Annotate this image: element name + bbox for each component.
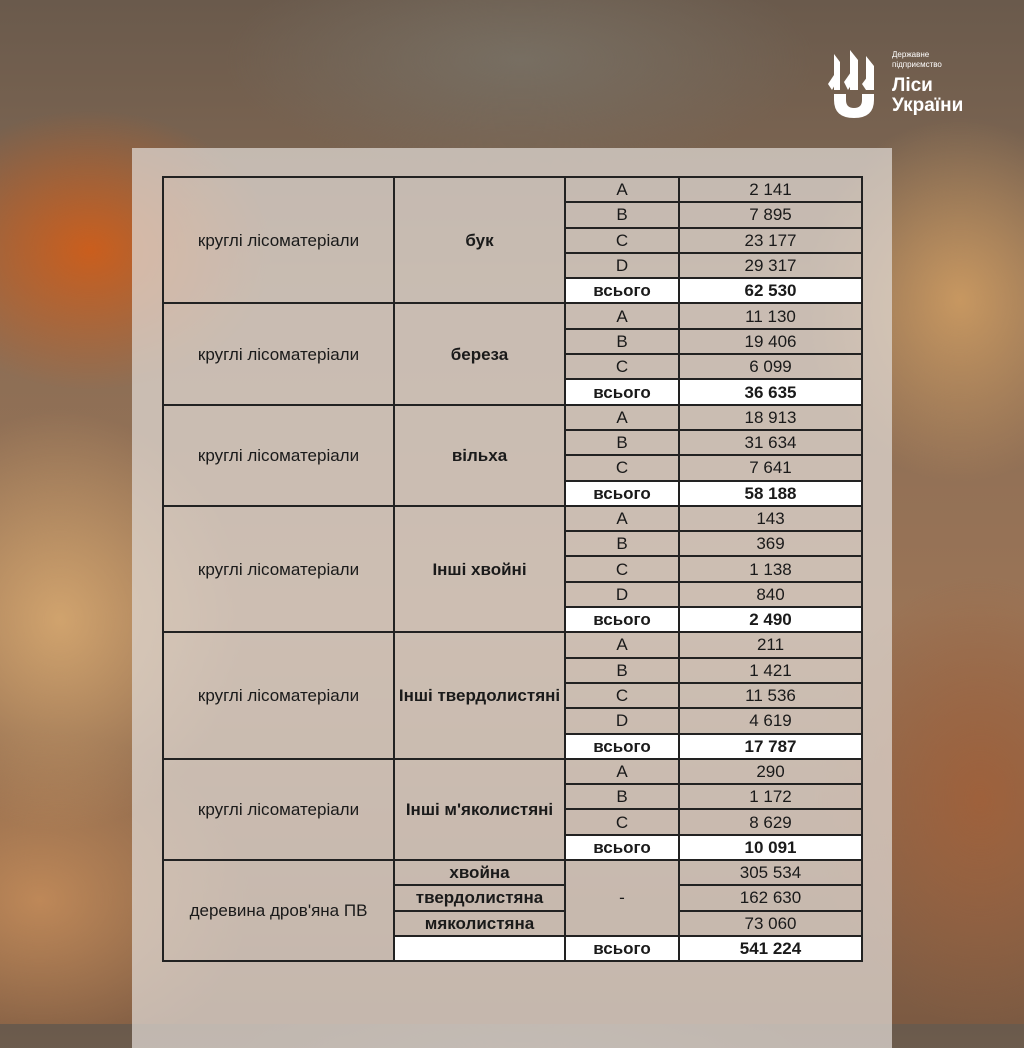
- volume-cell: 7 895: [679, 202, 862, 227]
- grade-cell: D: [565, 253, 679, 278]
- volume-cell: 1 138: [679, 556, 862, 581]
- volume-cell: 2 141: [679, 177, 862, 202]
- total-value-cell: 2 490: [679, 607, 862, 632]
- volume-cell: 23 177: [679, 228, 862, 253]
- wood-type-cell: хвойна: [394, 860, 565, 885]
- volume-cell: 290: [679, 759, 862, 784]
- species-cell: вільха: [394, 405, 565, 506]
- total-value-cell: 17 787: [679, 734, 862, 759]
- table-row: [163, 506, 862, 531]
- volume-cell: 31 634: [679, 430, 862, 455]
- total-value-cell: 62 530: [679, 278, 862, 303]
- volume-cell: 11 536: [679, 683, 862, 708]
- category-cell: круглі лісоматеріали: [163, 632, 394, 758]
- species-cell: Інші твердолистяні: [394, 632, 565, 758]
- volume-cell: 369: [679, 531, 862, 556]
- grade-cell: A: [565, 303, 679, 328]
- wood-type-cell: мяколистяна: [394, 911, 565, 936]
- grade-cell: C: [565, 228, 679, 253]
- category-cell: круглі лісоматеріали: [163, 405, 394, 506]
- grade-cell: A: [565, 177, 679, 202]
- grade-cell: D: [565, 582, 679, 607]
- total-label-cell: всього: [565, 607, 679, 632]
- logo-title: Ліси України: [892, 75, 964, 116]
- table-row: [163, 303, 862, 328]
- volume-cell: 305 534: [679, 860, 862, 885]
- company-logo: [828, 46, 978, 118]
- total-label-cell: всього: [565, 379, 679, 404]
- grade-cell: B: [565, 658, 679, 683]
- total-label-cell: всього: [565, 734, 679, 759]
- grade-cell: A: [565, 405, 679, 430]
- total-label-cell: всього: [565, 481, 679, 506]
- volume-cell: 7 641: [679, 455, 862, 480]
- species-cell: Інші м'яколистяні: [394, 759, 565, 860]
- grade-cell: B: [565, 202, 679, 227]
- grade-cell: C: [565, 683, 679, 708]
- table-row: [163, 759, 862, 784]
- volume-cell: 143: [679, 506, 862, 531]
- grade-cell: B: [565, 430, 679, 455]
- grade-dash-cell: -: [565, 860, 679, 936]
- category-cell: круглі лісоматеріали: [163, 303, 394, 404]
- volume-cell: 19 406: [679, 329, 862, 354]
- category-cell: круглі лісоматеріали: [163, 177, 394, 303]
- total-value-cell: 36 635: [679, 379, 862, 404]
- category-cell: деревина дров'яна ПВ: [163, 860, 394, 961]
- grade-cell: C: [565, 354, 679, 379]
- table-row: [163, 177, 862, 202]
- volume-cell: 1 172: [679, 784, 862, 809]
- species-cell: Інші хвойні: [394, 506, 565, 632]
- logo-subtitle: Державне підприємство: [892, 50, 942, 69]
- volume-cell: 211: [679, 632, 862, 657]
- grade-cell: B: [565, 531, 679, 556]
- volume-cell: 6 099: [679, 354, 862, 379]
- volume-cell: 11 130: [679, 303, 862, 328]
- total-value-cell: 58 188: [679, 481, 862, 506]
- wood-type-cell: твердолистяна: [394, 885, 565, 910]
- volume-cell: 8 629: [679, 809, 862, 834]
- table-row: [163, 405, 862, 430]
- species-cell: береза: [394, 303, 565, 404]
- grade-cell: C: [565, 556, 679, 581]
- total-label-cell: всього: [565, 936, 679, 961]
- timber-sales-table: [162, 176, 863, 962]
- volume-cell: 840: [679, 582, 862, 607]
- total-label-cell: всього: [565, 278, 679, 303]
- grade-cell: B: [565, 329, 679, 354]
- grade-cell: A: [565, 759, 679, 784]
- volume-cell: 18 913: [679, 405, 862, 430]
- grade-cell: A: [565, 506, 679, 531]
- grade-cell: A: [565, 632, 679, 657]
- grade-cell: D: [565, 708, 679, 733]
- table-row: [163, 632, 862, 657]
- category-cell: круглі лісоматеріали: [163, 759, 394, 860]
- grade-cell: C: [565, 809, 679, 834]
- total-value-cell: 10 091: [679, 835, 862, 860]
- empty-cell: [394, 936, 565, 961]
- volume-cell: 29 317: [679, 253, 862, 278]
- volume-cell: 4 619: [679, 708, 862, 733]
- category-cell: круглі лісоматеріали: [163, 506, 394, 632]
- volume-cell: 1 421: [679, 658, 862, 683]
- grand-total-value-cell: 541 224: [679, 936, 862, 961]
- table-row: [163, 860, 862, 885]
- volume-cell: 73 060: [679, 911, 862, 936]
- total-label-cell: всього: [565, 835, 679, 860]
- grade-cell: B: [565, 784, 679, 809]
- species-cell: бук: [394, 177, 565, 303]
- grade-cell: C: [565, 455, 679, 480]
- volume-cell: 162 630: [679, 885, 862, 910]
- forest-logo-icon: [828, 46, 888, 118]
